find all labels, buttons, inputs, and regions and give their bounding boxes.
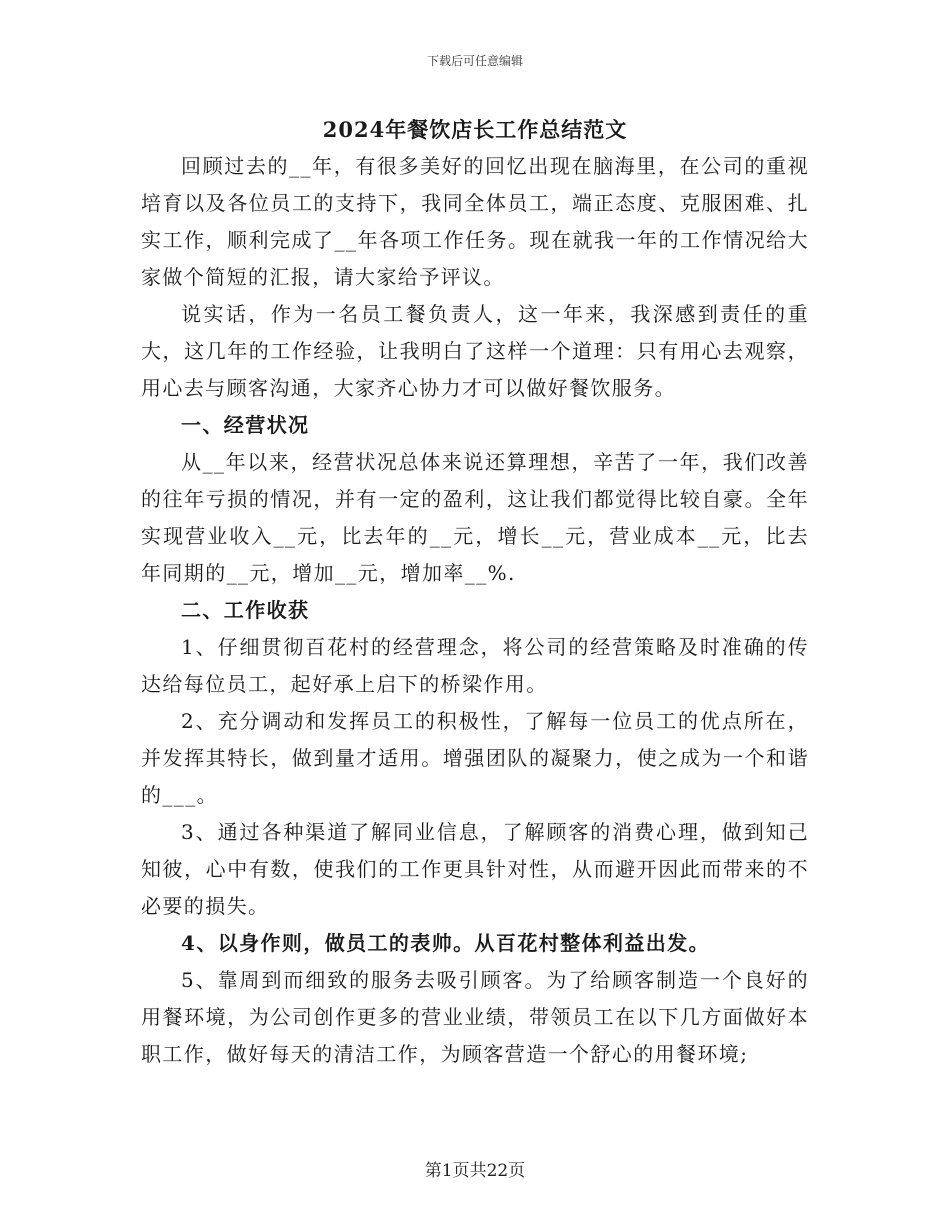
document-body — [141, 148, 809, 1073]
paragraph-operations: 从__年以来，经营状况总体来说还算理想，辛苦了一年，我们改善的往年亏损的情况，并有一定的盈利，这让我们都觉得比较自豪。全年实现营业收入__元，比去年的__元，增长__元，营业成本__元，比去年同期的__元，增加__元，增加率__%. — [141, 450, 809, 585]
list-item-3: 3、通过各种渠道了解同业信息，了解顾客的消费心理，做到知己知彼，心中有数，使我们的工作更具针对性，从而避开因此而带来的不必要的损失。 — [141, 820, 809, 918]
list-item-2: 2、充分调动和发挥员工的积极性，了解每一位员工的优点所在，并发挥其特长，做到量才适用。增强团队的凝聚力，使之成为一个和谐的___。 — [141, 709, 809, 807]
list-item-1: 1、仔细贯彻百花村的经营理念，将公司的经营策略及时准确的传达给每位员工，起好承上启下的桥梁作用。 — [141, 635, 809, 696]
document-title: 2024年餐饮店长工作总结范文 — [322, 117, 628, 142]
section-heading-operations: 一、经营状况 — [181, 413, 310, 437]
paragraph-responsibility: 说实话，作为一名员工餐负责人，这一年来，我深感到责任的重大，这几年的工作经验，让我明白了这样一个道理：只有用心去观察，用心去与顾客沟通，大家齐心协力才可以做好餐饮服务。 — [141, 302, 809, 400]
list-item-4: 4、以身作则，做员工的表帅。从百花村整体利益出发。 — [181, 931, 710, 955]
page-number: 第1页共22页 — [424, 1161, 526, 1181]
paragraph-intro: 回顾过去的__年，有很多美好的回忆出现在脑海里，在公司的重视培育以及各位员工的支持下，我同全体员工，端正态度、克服困难、扎实工作，顺利完成了__年各项工作任务。现在就我一年的工作情况给大家做个简短的汇报，请大家给予评议。 — [141, 154, 809, 289]
section-heading-achievements: 二、工作收获 — [181, 598, 310, 622]
list-item-5: 5、靠周到而细致的服务去吸引顾客。为了给顾客制造一个良好的用餐环境，为公司创作更多的营业业绩，带领员工在以下几方面做好本职工作，做好每天的清洁工作，为顾客营造一个舒心的用餐环境; — [141, 968, 809, 1066]
header-note: 下载后可任意编辑 — [426, 54, 523, 68]
